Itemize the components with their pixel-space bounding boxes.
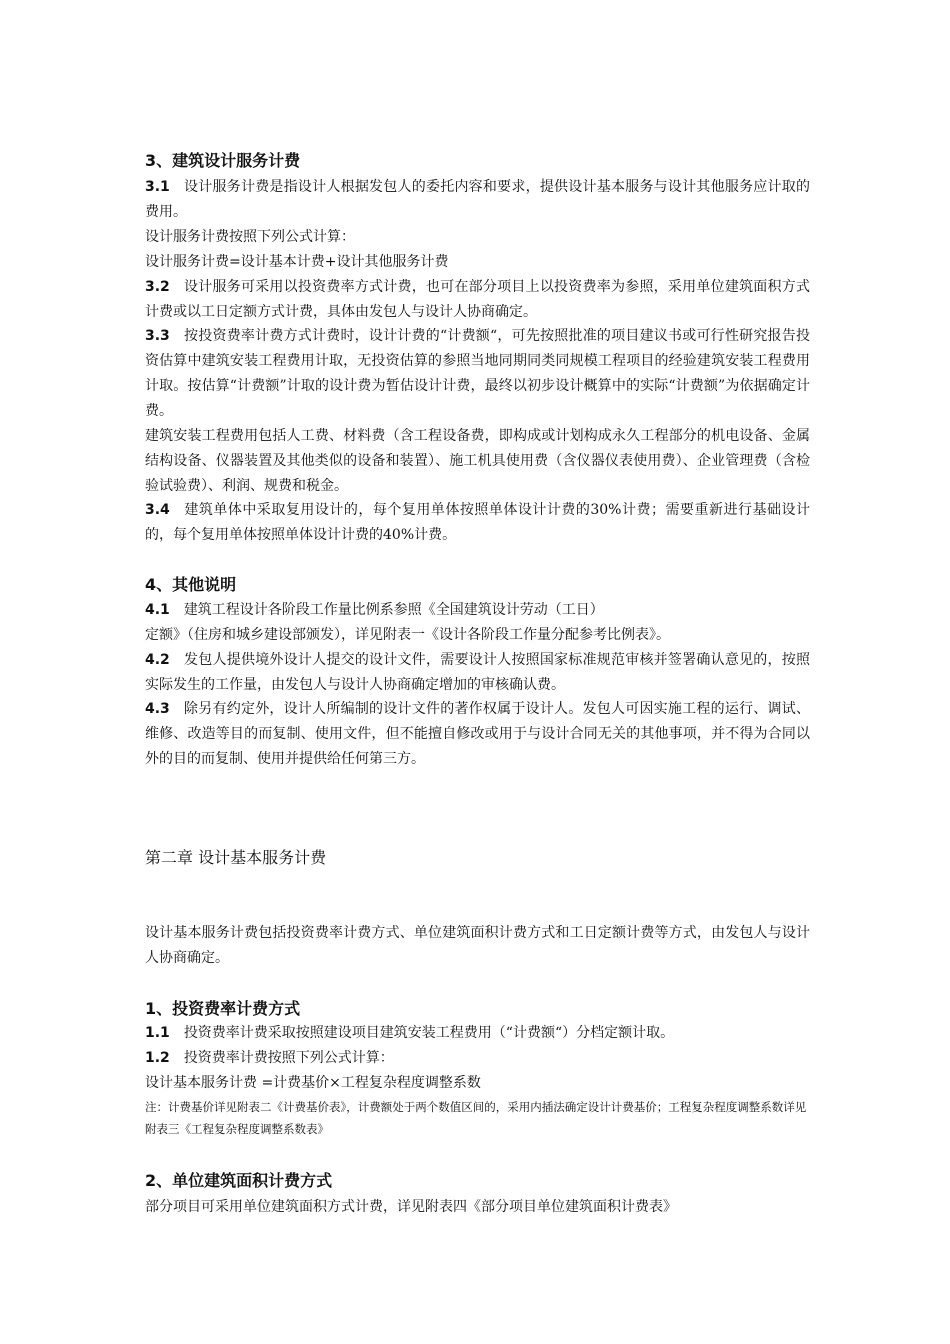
clause-text: 除另有约定外，设计人所编制的设计文件的著作权属于设计人。发包人可因实施工程的运行、调试、维修、改造等目的而复制、使用文件，但不能擅自修改或用于与设计合同无关的其他事项，并不得为合同以外的目的而复制、使用并提供给任何第三方。 (145, 701, 810, 767)
paragraph-2-1: 部分项目可采用单位建筑面积方式计费，详见附表四《部分项目单位建筑面积计费表》 (145, 1199, 677, 1215)
paragraph-3-2 (145, 275, 810, 325)
paragraph-3-1 (145, 175, 810, 225)
clause-text: 设计服务可采用以投资费率方式计费，也可在部分项目上以投资费率为参照，采用单位建筑面积方式计费或以工日定额方式计费，具体由发包人与设计人协商确定。 (145, 279, 810, 320)
paragraph-1-1 (145, 1021, 810, 1046)
paragraph-4-1-cont: 定额》（住房和城乡建设部颁发），详见附表一《设计各阶段工作量分配参考比例表》。 (145, 627, 670, 643)
clause-number: 4.2 (145, 652, 170, 668)
paragraph-3-4 (145, 498, 810, 548)
section-1-heading: 1、投资费率计费方式 (145, 999, 301, 1018)
clause-text: 建筑单体中采取复用设计的，每个复用单体按照单体设计计费的30%计费；需要重新进行基础设计的，每个复用单体按照单体设计计费的40%计费。 (145, 502, 810, 543)
paragraph-formula: 设计服务计费=设计基本计费+设计其他服务计费 (145, 254, 449, 270)
section-3-heading: 3、建筑设计服务计费 (145, 151, 301, 170)
paragraph-cost-composition: 建筑安装工程费用包括人工费、材料费（含工程设备费，即构成或计划构成永久工程部分的机电设备、金属结构设备、仪器装置及其他类似的设备和装置）、施工机具使用费（含仪器仪表使用费）、企业管理费（含检验试验费）、利润、规费和税金。 (145, 428, 810, 494)
clause-number: 3.4 (145, 502, 170, 518)
chapter-2-intro: 设计基本服务计费包括投资费率计费方式、单位建筑面积计费方式和工日定额计费等方式，由发包人与设计人协商确定。 (145, 925, 810, 966)
paragraph-4-3 (145, 697, 810, 772)
clause-number: 3.1 (145, 179, 170, 195)
clause-text: 投资费率计费采取按照建设项目建筑安装工程费用（“计费额“）分档定额计取。 (183, 1025, 675, 1041)
clause-text: 投资费率计费按照下列公式计算： (183, 1050, 394, 1066)
clause-number: 4.3 (145, 701, 170, 717)
clause-number: 4.1 (145, 602, 170, 618)
clause-text: 发包人提供境外设计人提交的设计文件，需要设计人按照国家标准规范审核并签署确认意见的，按照实际发生的工作量，由发包人与设计人协商确定增加的审核确认费。 (145, 652, 810, 693)
clause-number: 1.1 (145, 1025, 170, 1041)
chapter-2-title: 第二章 设计基本服务计费 (145, 848, 327, 867)
paragraph-formula-basic: 设计基本服务计费 =计费基价×工程复杂程度调整系数 (145, 1075, 481, 1091)
clause-text: 建筑工程设计各阶段工作量比例系参照《全国建筑设计劳动（工日） (183, 602, 604, 618)
paragraph-4-1 (145, 598, 810, 623)
clause-text: 按投资费率计费方式计费时，设计计费的“计费额“，可先按照批准的项目建议书或可行性研究报告投资估算中建筑安装工程费用计取，无投资估算的参照当地同期同类同规模工程项目的经验建筑安装工程费用计取。按估算“计费额”计取的设计费为暂估设计计费，最终以初步设计概算中的实际“计费额”为依据确定计费。 (145, 328, 810, 419)
paragraph-formula-intro: 设计服务计费按照下列公式计算： (145, 229, 355, 245)
footnote: 注：计费基价详见附表二《计费基价表》，计费额处于两个数值区间的，采用内插法确定设计计费基价；工程复杂程度调整系数详见附表三《工程复杂程度调整系数表》 (145, 1100, 807, 1136)
clause-number: 1.2 (145, 1050, 170, 1066)
clause-text: 设计服务计费是指设计人根据发包人的委托内容和要求，提供设计基本服务与设计其他服务应计取的费用。 (145, 179, 810, 220)
paragraph-1-2 (145, 1046, 810, 1071)
clause-number: 3.2 (145, 279, 170, 295)
paragraph-4-2 (145, 648, 810, 698)
paragraph-3-3 (145, 324, 810, 424)
clause-number: 3.3 (145, 328, 170, 344)
section-2-heading: 2、单位建筑面积计费方式 (145, 1171, 333, 1190)
section-4-heading: 4、其他说明 (145, 575, 237, 594)
